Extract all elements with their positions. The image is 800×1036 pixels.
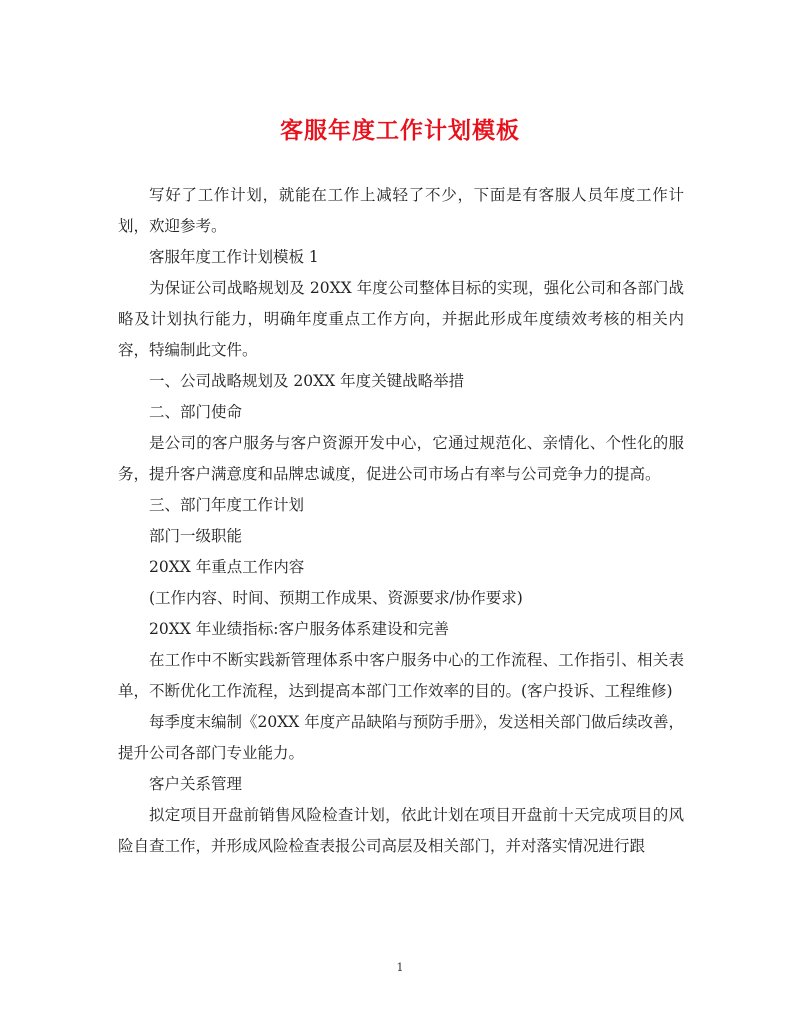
paragraph-intro: 写好了工作计划，就能在工作上减轻了不少，下面是有客服人员年度工作计划，欢迎参考。: [118, 186, 684, 235]
section-heading-strategy: 一、公司战略规划及 20XX 年度关键战略举措: [149, 372, 465, 390]
paragraph-customer-relations: 客户关系管理: [149, 775, 243, 793]
paragraph-defect-manual: 每季度末编制《20XX 年度产品缺陷与预防手册》，发送相关部门做后续改善，提升公司各部门专业能力。: [118, 713, 684, 762]
paragraph-risk-check: 拟定项目开盘前销售风险检查计划，依此计划在项目开盘前十天完成项目的风险自查工作，并形成风险检查表报公司高层及相关部门，并对落实情况进行跟: [118, 806, 684, 855]
section-heading-mission: 二、部门使命: [149, 403, 243, 421]
section-heading-annual-plan: 三、部门年度工作计划: [149, 496, 305, 514]
document-title: 客服年度工作计划模板: [280, 117, 520, 144]
paragraph-template-heading: 客服年度工作计划模板 1: [149, 248, 319, 266]
document-body: [118, 180, 684, 862]
paragraph-performance-indicator: 20XX 年业绩指标:客户服务体系建设和完善: [149, 620, 449, 638]
paragraph-work-columns: (工作内容、时间、预期工作成果、资源要求/协作要求): [149, 589, 523, 607]
paragraph-primary-function: 部门一级职能: [149, 527, 243, 545]
paragraph-workflow-practice: 在工作中不断实践新管理体系中客户服务中心的工作流程、工作指引、相关表单，不断优化工作流程，达到提高本部门工作效率的目的。(客户投诉、工程维修): [118, 651, 684, 700]
paragraph-key-work: 20XX 年重点工作内容: [149, 558, 305, 576]
paragraph-mission: 是公司的客户服务与客户资源开发中心，它通过规范化、亲情化、个性化的服务，提升客户满意度和品牌忠诚度，促进公司市场占有率与公司竞争力的提高。: [118, 434, 684, 483]
page-number: 1: [396, 961, 404, 974]
paragraph-purpose: 为保证公司战略规划及 20XX 年度公司整体目标的实现，强化公司和各部门战略及计划执行能力，明确年度重点工作方向，并据此形成年度绩效考核的相关内容，特编制此文件。: [118, 279, 684, 359]
